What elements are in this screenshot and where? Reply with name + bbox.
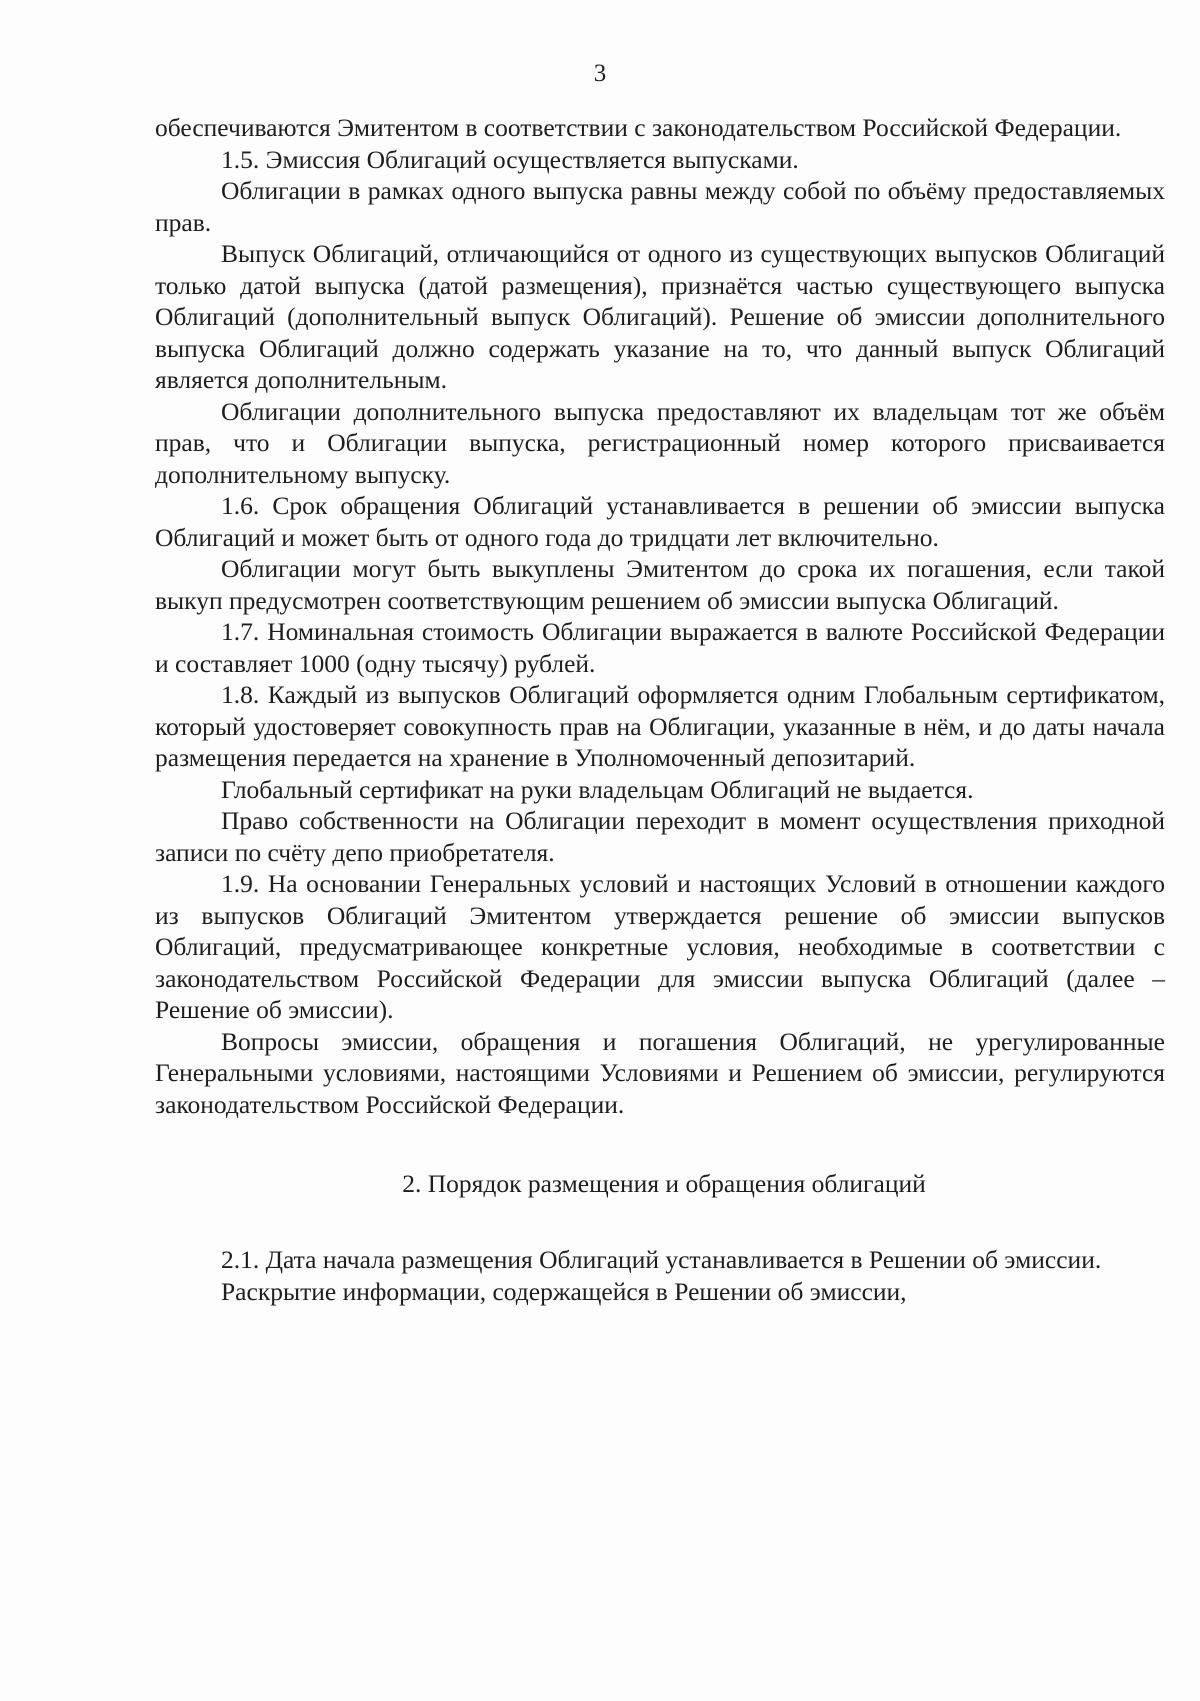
paragraph: Глобальный сертификат на руки владельцам Облигаций не выдается. bbox=[221, 774, 974, 804]
paragraph: 2.1. Дата начала размещения Облигаций устанавливается в Решении об эмиссии. bbox=[221, 1245, 1102, 1274]
section-1-continuation bbox=[155, 112, 1165, 1120]
paragraph: Облигации в рамках одного выпуска равны между собой по объёму предоставляемых прав. bbox=[155, 176, 1165, 237]
document-body bbox=[155, 112, 1165, 1307]
paragraph: 1.8. Каждый из выпусков Облигаций оформляется одним Глобальным сертификатом, который удостоверяет совокупность прав на Облигации, указанные в нём, и до даты начала размещения передается на хранение в Уполномоченный депозитарий. bbox=[155, 680, 1165, 772]
paragraph: Выпуск Облигаций, отличающийся от одного из существующих выпусков Облигаций только датой выпуска (датой размещения), признаётся частью существующего выпуска Облигаций (дополнительный выпуск Облигаций). Решение об эмиссии дополнительного выпуска Облигаций должно содержать указание на то, что данный выпуск Облигаций является дополнительным. bbox=[155, 239, 1165, 394]
section-heading: 2. Порядок размещения и обращения облигаций bbox=[402, 1169, 926, 1198]
paragraph: 1.9. На основании Генеральных условий и настоящих Условий в отношении каждого из выпусков Облигаций Эмитентом утверждается решение об эмиссии выпусков Облигаций, предусматривающее конкретные условия, необходимые в соответствии с законодательством Российской Федерации для эмиссии выпуска Облигаций (далее – Решение об эмиссии). bbox=[155, 869, 1165, 1024]
paragraph: Облигации дополнительного выпуска предоставляют их владельцам тот же объём прав, что и Облигации выпуска, регистрационный номер которого присваивается дополнительному выпуску. bbox=[155, 396, 1165, 489]
paragraph: обеспечиваются Эмитентом в соответствии с законодательством Российской Федерации. bbox=[155, 113, 1122, 142]
paragraph: 1.5. Эмиссия Облигаций осуществляется выпусками. bbox=[221, 144, 799, 174]
paragraph: 1.7. Номинальная стоимость Облигации выражается в валюте Российской Федерации и составляет 1000 (одну тысячу) рублей. bbox=[155, 617, 1165, 678]
paragraph: Право собственности на Облигации переходит в момент осуществления приходной записи по счёту депо приобретателя. bbox=[155, 806, 1165, 867]
paragraph: Вопросы эмиссии, обращения и погашения Облигаций, не урегулированные Генеральными условиями, настоящими Условиями и Решением об эмиссии, регулируются законодательством Российской Федерации. bbox=[155, 1026, 1165, 1119]
page-number: 3 bbox=[593, 60, 607, 87]
paragraph: Облигации могут быть выкуплены Эмитентом до срока их погашения, если такой выкуп предусмотрен соответствующим решением об эмиссии выпуска Облигаций. bbox=[155, 554, 1165, 615]
paragraph: 1.6. Срок обращения Облигаций устанавливается в решении об эмиссии выпуска Облигаций и может быть от одного года до тридцати лет включительно. bbox=[155, 491, 1165, 552]
paragraph: Раскрытие информации, содержащейся в Решении об эмиссии, bbox=[221, 1276, 907, 1306]
section-2-body bbox=[155, 1244, 1165, 1307]
